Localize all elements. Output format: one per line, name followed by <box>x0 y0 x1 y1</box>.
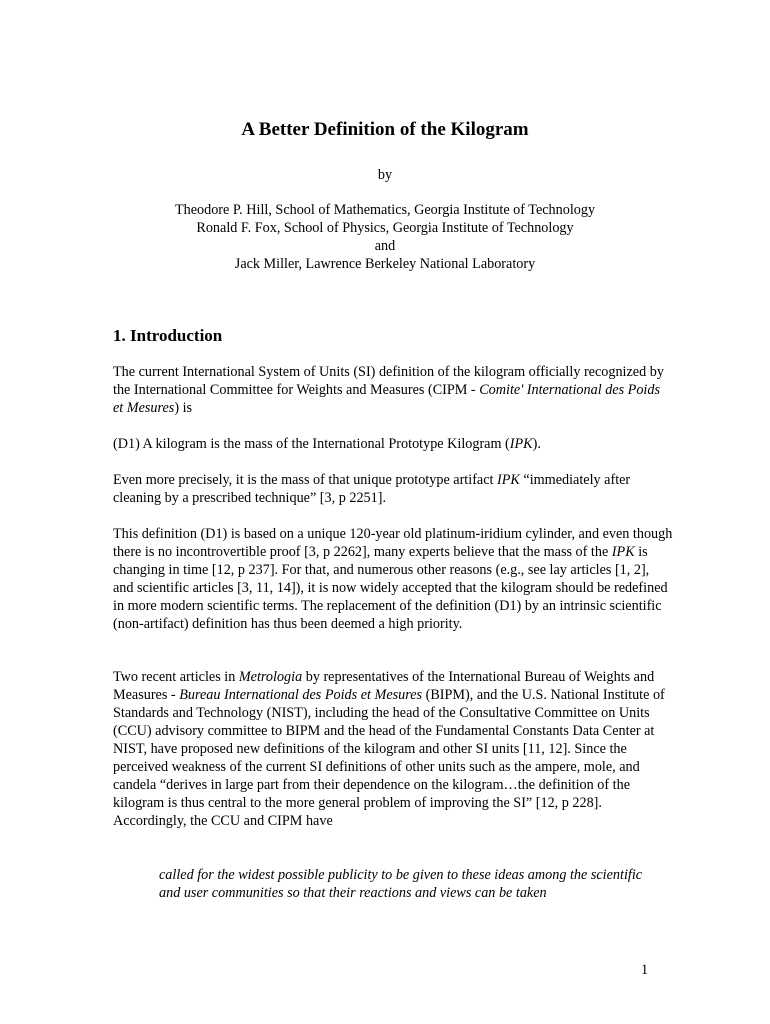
text-run: is changing in time [12, p 237]. For that, and numerous other reasons (e.g., see lay articles [1, 2], and scientific articles [3, 11, 14]), it is now widely accepted that the kilogram should be redefined in more modern scientific terms. The replacement of the definition (D1) by an intrinsic scientific (non-artifact) definition has thus been deemed a high priority. <box>113 544 668 632</box>
paragraph-ipk-precise <box>113 471 673 507</box>
text-run: (D1) A kilogram is the mass of the International Prototype Kilogram ( <box>113 436 510 452</box>
text-run: This definition (D1) is based on a unique 120-year old platinum-iridium cylinder, and even though there is no incontrovertible proof [3, p 2262], many experts believe that the mass of the <box>113 526 673 560</box>
italic-run: IPK <box>509 436 533 452</box>
byline-by: by <box>377 167 393 183</box>
text-run: Even more precisely, it is the mass of that unique prototype artifact <box>113 472 497 488</box>
paragraph-d1-definition <box>113 435 673 453</box>
text-run: ). <box>532 436 541 452</box>
text-run: by representatives of the International Bureau of Weights and Measures - <box>113 669 655 703</box>
text-run: Two recent articles in <box>113 669 239 685</box>
text-run: The current International System of Units (SI) definition of the kilogram officially recognized by the International Committee for Weights and Measures (CIPM - <box>113 364 664 398</box>
italic-run: Bureau International des Poids et Mesures <box>179 687 423 703</box>
block-quote: called for the widest possible publicity to be given to these ideas among the scientific and user communities so that their reactions and views can be taken <box>159 867 643 901</box>
italic-run: Comite' International des Poids et Mesures <box>113 382 660 416</box>
paragraph-si-definition <box>113 363 673 417</box>
text-run: “immediately after cleaning by a prescribed technique” [3, p 2251]. <box>113 472 631 506</box>
text-run: (BIPM), and the U.S. National Institute of Standards and Technology (NIST), including the head of the Consultative Committee on Units (CCU) advisory committee to BIPM and the head of the Fundamental Constants Data Center at NIST, have proposed new definitions of the kilogram and other SI units [11, 12]. Since the perceived weakness of the current SI definitions of other units such as the ampere, mole, and candela “derives in large part from their dependence on the kilogram…the definition of the kilogram is thus central to the more general problem of improving the SI” [12, p 228]. Accordingly, the CCU and CIPM have <box>113 687 665 829</box>
paragraph-redefinition <box>113 525 673 633</box>
paper-title: A Better Definition of the Kilogram <box>241 119 529 140</box>
author-hill: Theodore P. Hill, School of Mathematics, Georgia Institute of Technology <box>174 202 596 218</box>
text-run: ) is <box>174 400 193 416</box>
paragraph-metrologia <box>113 668 673 830</box>
author-fox: Ronald F. Fox, School of Physics, Georgia Institute of Technology <box>196 220 574 236</box>
italic-run: IPK <box>611 544 635 560</box>
italic-run: IPK <box>497 472 520 488</box>
section-heading-introduction: 1. Introduction <box>113 326 223 345</box>
byline-and: and <box>374 238 396 254</box>
italic-run: Metrologia <box>238 669 303 685</box>
page-number: 1 <box>641 962 649 978</box>
author-miller: Jack Miller, Lawrence Berkeley National Laboratory <box>234 256 536 272</box>
